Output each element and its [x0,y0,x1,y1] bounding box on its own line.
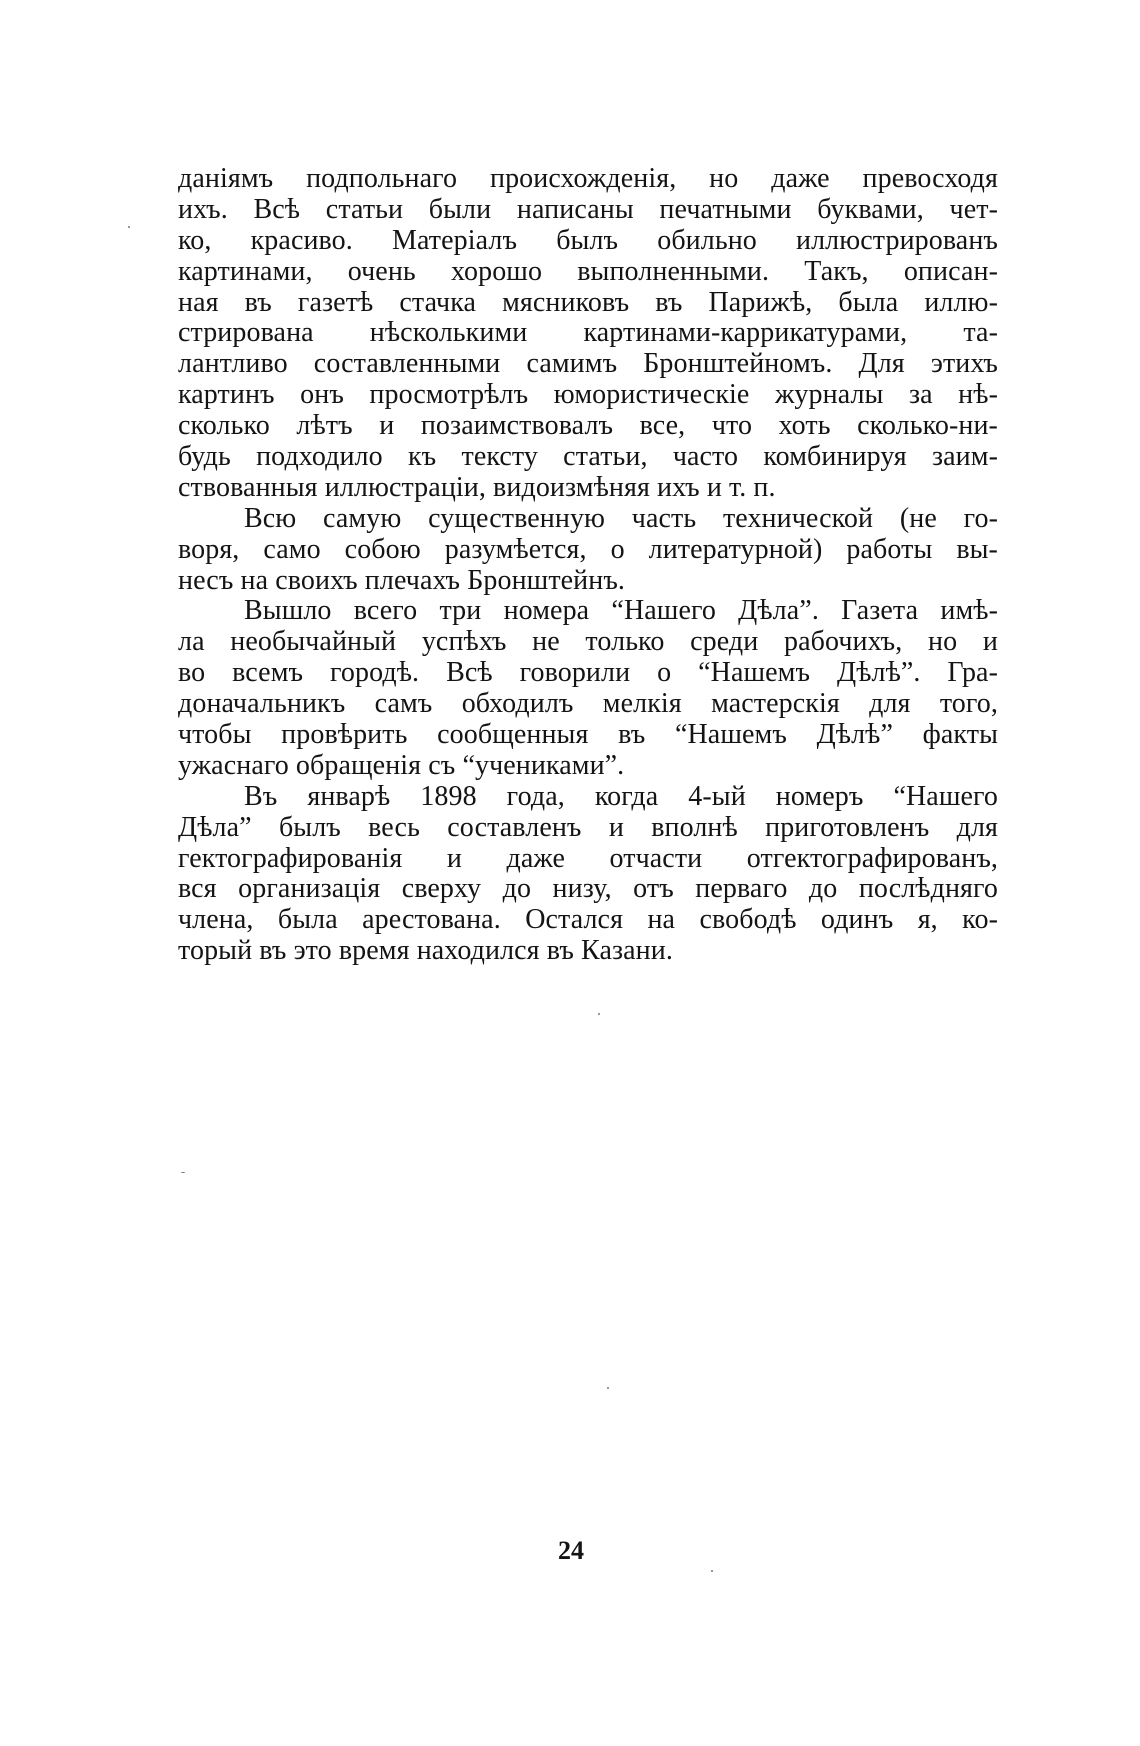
text-line: сколько лѣтъ и позаимствовалъ все, что хоть сколько-ни- [178,410,998,442]
print-speck [711,1570,713,1572]
text-line: члена, была арестована. Остался на свободѣ одинъ я, ко- [178,904,998,936]
page-number: 24 [558,1536,584,1565]
print-speck [128,226,130,228]
text-line: картинами, очень хорошо выполненными. Такъ, описан- [178,255,998,287]
text-line: чтобы провѣрить сообщенныя въ “Нашемъ Дѣлѣ” факты [178,719,998,751]
text-line: гектографированія и даже отчасти отгектографированъ, [178,842,998,874]
text-line: картинъ онъ просмотрѣлъ юмористическіе журналы за нѣ- [178,379,998,411]
text-line: несъ на своихъ плечахъ Бронштейнъ. [178,564,626,596]
print-speck [607,1387,609,1389]
text-line: ная въ газетѣ стачка мясниковъ въ Парижѣ, была иллю- [178,286,998,318]
text-line: ствованныя иллюстраціи, видоизмѣняя ихъ и т. п. [178,471,776,503]
text-line: во всемъ городѣ. Всѣ говорили о “Нашемъ Дѣлѣ”. Гра- [178,657,998,689]
text-line: лантливо составленными самимъ Бронштейномъ. Для этихъ [178,348,998,380]
text-line: стрирована нѣсколькими картинами-каррикатурами, та- [178,317,998,349]
text-line: Вышло всего три номера “Нашего Дѣла”. Газета имѣ- [244,595,998,627]
text-line: торый въ это время находился въ Казани. [178,935,673,967]
text-line: Всю самую существенную часть технической (не го- [244,502,998,534]
text-line: ла необычайный успѣхъ не только среди рабочихъ, но и [178,626,998,658]
print-speck [181,1172,185,1173]
text-line: будь подходило къ тексту статьи, часто комбинируя заим- [178,441,998,473]
text-line: даніямъ подпольнаго происхожденія, но даже превосходя [178,163,998,194]
print-speck [598,1013,600,1015]
text-line: Дѣла” былъ весь составленъ и вполнѣ приготовленъ для [178,811,998,843]
body-text [178,164,998,967]
text-line: доначальникъ самъ обходилъ мелкія мастерскія для того, [178,688,998,720]
text-line: вся организація сверху до низу, отъ перваго до послѣдняго [178,873,998,905]
text-line: воря, само собою разумѣется, о литературной) работы вы- [178,533,998,565]
text-line: Въ январѣ 1898 года, когда 4-ый номеръ “Нашего [244,780,998,812]
text-line: ужаснаго обращенія съ “учениками”. [178,749,625,781]
text-line: ко, красиво. Матеріалъ былъ обильно иллюстрированъ [178,224,998,256]
text-line: ихъ. Всѣ статьи были написаны печатными буквами, чет- [178,193,998,225]
